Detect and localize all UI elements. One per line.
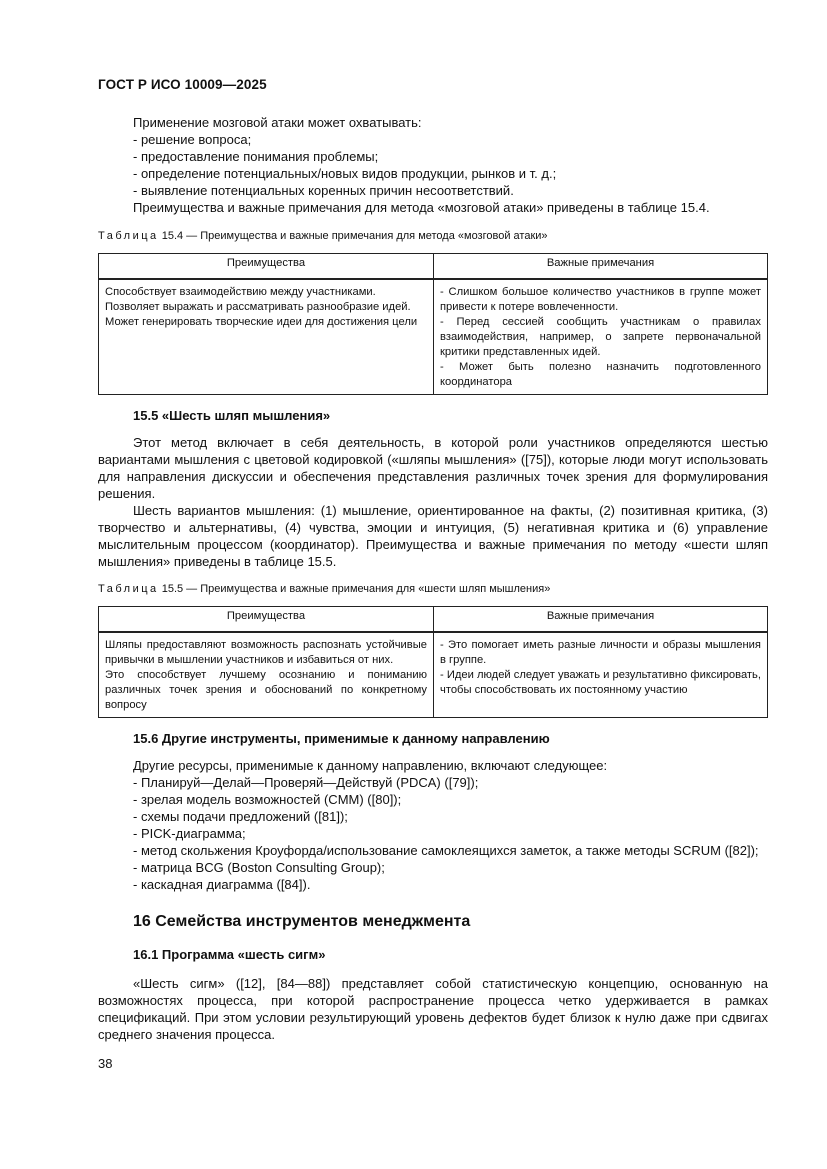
tools-list-item: - метод скольжения Кроуфорда/использование самоклеящихся заметок, а также методы SCRUM ([82]);	[133, 843, 759, 858]
table-header-row	[99, 254, 768, 280]
section-16-1-paragraph: «Шесть сигм» ([12], [84—88]) представляет собой статистическую концепцию, основанную на возможностях процесса, при которой распространение процесса четко удерживается в рамках спецификаций. При этом условии результирующий уровень дефектов будет близок к нулю даже при сдвигах среднего значения процесса.	[98, 976, 768, 1042]
notes-cell	[434, 632, 768, 718]
table-15-4	[98, 253, 768, 395]
cell-line: - Перед сессией сообщить участникам о правилах взаимодействия, например, о запрете первоначальной критики представленных идей.	[440, 316, 761, 358]
cell-line: Способствует взаимодействию между участниками.	[105, 286, 376, 298]
section-heading-15-6: 15.6 Другие инструменты, применимые к данному направлению	[133, 731, 550, 746]
section-heading-16-1: 16.1 Программа «шесть сигм»	[133, 947, 326, 962]
section-heading-16: 16 Семейства инструментов менеджмента	[133, 913, 471, 930]
section-15-5-paragraph: Этот метод включает в себя деятельность, в которой роли участников определяются шестью вариантами мышления с цветовой кодировкой («шляпы мышления» ([75]), которые люди могут использовать для направления дискуссии и обеспечения представления различных точек зрения для формулирования решения.	[98, 435, 768, 501]
tools-list-item: - PICK-диаграмма;	[133, 826, 246, 841]
document-header: ГОСТ Р ИСО 10009—2025	[98, 77, 267, 92]
advantages-cell	[99, 279, 434, 395]
table-caption-prefix: Таблица	[98, 230, 159, 242]
page-number: 38	[98, 1056, 113, 1071]
section-heading-15-5: 15.5 «Шесть шляп мышления»	[133, 408, 331, 423]
table-15-5-caption	[98, 581, 768, 598]
table-caption-prefix: Таблица	[98, 583, 159, 595]
tools-list-item: - каскадная диаграмма ([84]).	[133, 877, 311, 892]
cell-line: Шляпы предоставляют возможность распознать устойчивые привычки в мышлении участников и избавиться от них.	[105, 639, 427, 666]
column-header-advantages: Преимущества	[99, 254, 434, 280]
tools-list-item: - Планируй—Делай—Проверяй—Действуй (PDCA) ([79]);	[133, 775, 479, 790]
cell-line: Это способствует лучшему осознанию и пониманию различных точек зрения и обоснований по конкретному вопросу	[105, 669, 427, 711]
table-row	[99, 279, 768, 395]
intro-list-item: - определение потенциальных/новых видов продукции, рынков и т. д.;	[133, 166, 557, 181]
column-header-notes: Важные примечания	[434, 607, 768, 633]
cell-line: - Может быть полезно назначить подготовленного координатора	[440, 361, 761, 388]
table-header-row	[99, 607, 768, 633]
intro-list-item: - выявление потенциальных коренных причин несоответствий.	[133, 183, 514, 198]
cell-line: Позволяет выражать и рассматривать разнообразие идей.	[105, 301, 411, 313]
notes-cell	[434, 279, 768, 395]
table-15-5	[98, 606, 768, 718]
intro-lead: Применение мозговой атаки может охватывать:	[133, 115, 422, 130]
section-15-5-paragraph: Шесть вариантов мышления: (1) мышление, ориентированное на факты, (2) позитивная критика, (3) творчество и альтернативы, (4) чувства, эмоции и интуиция, (5) негативная критика и (6) управление мыслительным процессом (координатор). Преимущества и важные примечания по методу «шести шляп мышления» приведены в таблице 15.5.	[98, 503, 768, 569]
table-15-4-caption	[98, 228, 768, 245]
column-header-notes: Важные примечания	[434, 254, 768, 280]
tools-list-item: - схемы подачи предложений ([81]);	[133, 809, 348, 824]
cell-line: - Слишком большое количество участников в группе может привести к потере вовлеченности.	[440, 286, 761, 313]
intro-closing: Преимущества и важные примечания для метода «мозговой атаки» приведены в таблице 15.4.	[133, 200, 710, 215]
table-caption-text: 15.5 — Преимущества и важные примечания для «шести шляп мышления»	[161, 583, 551, 595]
cell-line: - Идеи людей следует уважать и результативно фиксировать, чтобы способствовать их постоянному участию	[440, 669, 761, 696]
cell-line: Может генерировать творческие идеи для достижения цели	[105, 316, 418, 328]
cell-line: - Это помогает иметь разные личности и образы мышления в группе.	[440, 639, 761, 666]
table-caption-text: 15.4 — Преимущества и важные примечания для метода «мозговой атаки»	[161, 230, 548, 242]
section-15-6-lead: Другие ресурсы, применимые к данному направлению, включают следующее:	[133, 758, 608, 773]
advantages-cell	[99, 632, 434, 718]
intro-list-item: - предоставление понимания проблемы;	[133, 149, 379, 164]
column-header-advantages: Преимущества	[99, 607, 434, 633]
tools-list-item: - зрелая модель возможностей (CMM) ([80]);	[133, 792, 402, 807]
page-content	[98, 114, 768, 1043]
table-row	[99, 632, 768, 718]
tools-list-item: - матрица BCG (Boston Consulting Group);	[133, 860, 385, 875]
intro-list-item: - решение вопроса;	[133, 132, 252, 147]
